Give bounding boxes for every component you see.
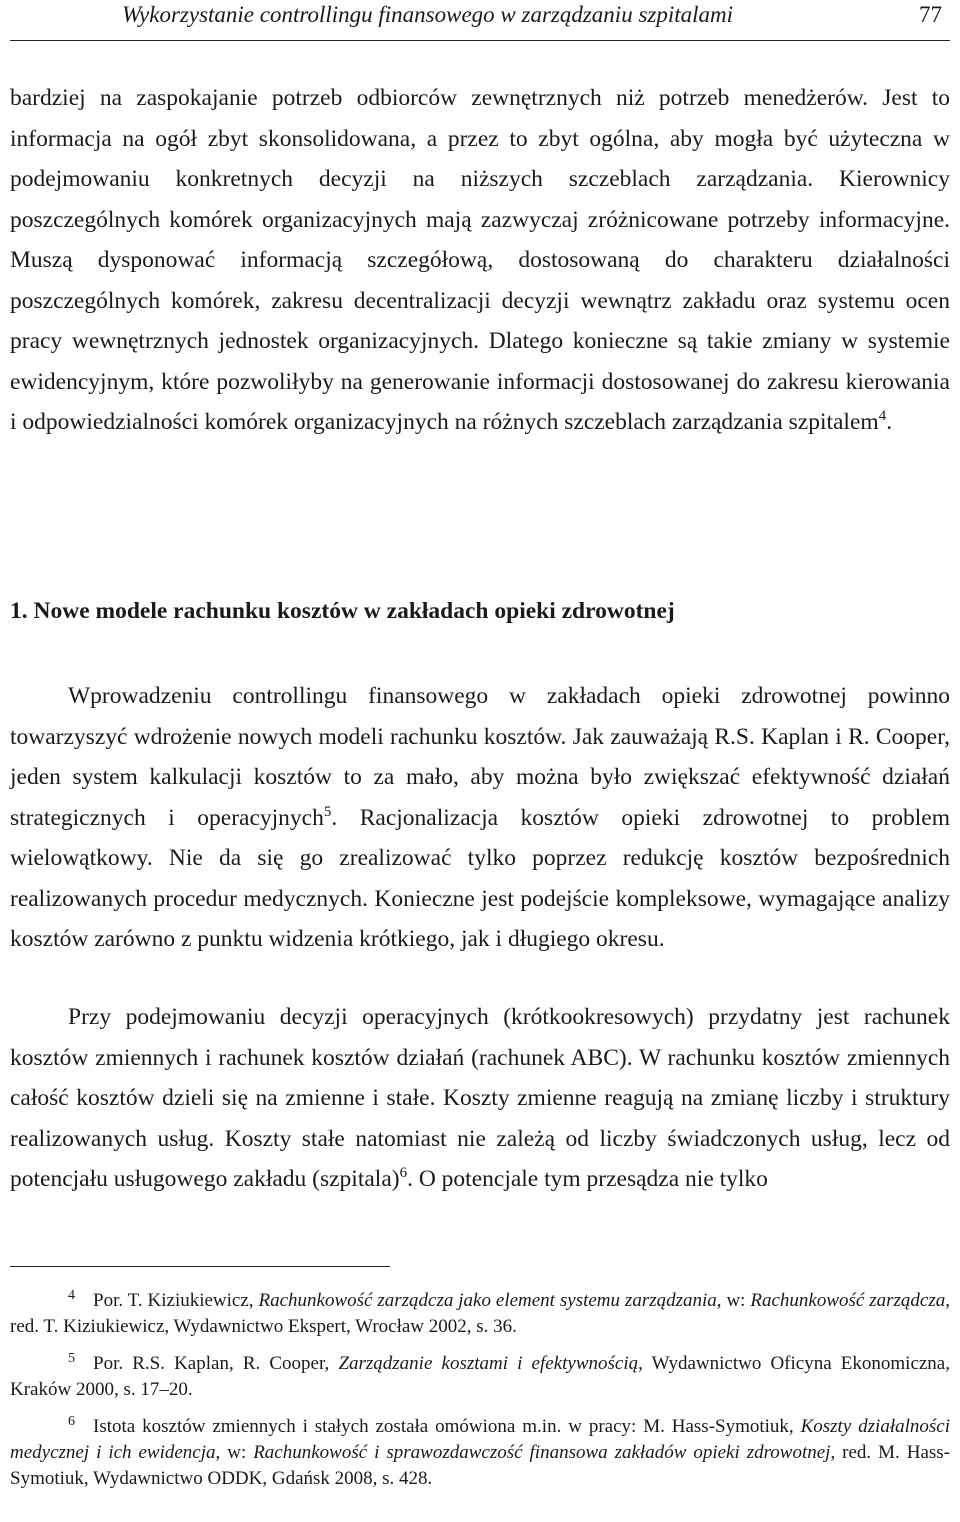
paragraph-1 [10,78,950,443]
footnote-italic-title: Koszty działalności medycznej i ich ewidencja [10,1416,950,1463]
running-title: Wykorzystanie controllingu finansowego w zarządzaniu szpitalami [122,2,734,27]
footnote-number: 6 [68,1414,75,1429]
paragraph-2-text-b: . Racjonalizacja kosztów opieki zdrowotnej to problem wielowątkowy. Nie da się go zrealizować tylko poprzez redukcję kosztów bezpośrednich realizowanych procedur medycznych. Konieczne jest podejście kompleksowe, wymagające analizy kosztów zarówno z punktu widzenia krótkiego, jak i długiego okresu. [10,804,950,952]
footnote-4 [10,1288,950,1340]
footnote-ref-4[interactable]: 4 [878,408,887,424]
footnote-text: , w: [215,1442,254,1463]
paragraph-2-text-a: Wprowadzeniu controllingu finansowego w zakładach opieki zdrowotnej powinno towarzyszyć wdrożenie nowych modeli rachunku kosztów. Jak zauważają R.S. Kaplan i R. Cooper, jeden system kalkulacji kosztów to za mało, aby można było zwiększać efektywność działań strategicznych i operacyjnych [10,683,950,831]
paragraph-3-text-a: Przy podejmowaniu decyzji operacyjnych (krótkookresowych) przydatny jest rachunek kosztów zmiennych i rachunek kosztów działań (rachunek ABC). W rachunku kosztów zmiennych całość kosztów dzieli się na zmienne i stałe. Koszty zmienne reagują na zmianę liczby i struktury realizowanych usług. Koszty stałe natomiast nie zależą od liczby świadczonych usług, lecz od potencjału usługowego zakładu (szpitala) [10,1004,950,1192]
footnote-text: Istota kosztów zmiennych i stałych została omówiona m.in. w pracy: M. Hass-Symotiuk, [93,1416,801,1437]
paragraph-1-text: bardziej na zaspokajanie potrzeb odbiorców zewnętrznych niż potrzeb menedżerów. Jest to informacja na ogół zbyt skonsolidowana, a przez to zbyt ogólna, aby mogła być użyteczna w podejmowaniu konkretnych decyzji na niższych szczeblach zarządzania. Kierownicy poszczególnych komórek organizacyjnych mają zazwyczaj zróżnicowane potrzeby informacyjne. Muszą dysponować informacją szczegółową, dostosowaną do charakteru działalności poszczególnych komórek, zakresu decentralizacji decyzji wewnątrz zakładu oraz systemu ocen pracy wewnętrznych jednostek organizacyjnych. Dlatego konieczne są takie zmiany w systemie ewidencyjnym, które pozwoliłyby na generowanie informacji dostosowanej do zakresu kierowania i odpowiedzialności komórek organizacyjnych na różnych szczeblach zarządzania szpitalem [10,85,950,435]
footnote-ref-5[interactable]: 5 [323,803,332,820]
page-number: 77 [919,2,942,27]
section-heading: 1. Nowe modele rachunku kosztów w zakładach opieki zdrowotnej [10,598,675,624]
running-header [10,0,950,41]
footnote-italic-title: Rachunkowość zarządcza [750,1290,946,1311]
footnote-italic-title: Rachunkowość zarządcza jako element systemu zarządzania [258,1290,717,1311]
footnote-ref-6[interactable]: 6 [399,1165,408,1181]
paragraph-3-text-b: . O potencjale tym przesądza nie tylko [407,1166,768,1192]
footnote-italic-title: Rachunkowość i sprawozdawczość finansowa zakładów opieki zdrowotnej [253,1442,831,1463]
footnote-italic-title: Zarządzanie kosztami i efektywnością [338,1353,639,1374]
footnote-text: Por. T. Kiziukiewicz, [93,1290,259,1311]
footnotes [10,1288,950,1503]
footnote-separator [10,1266,390,1267]
paragraph-2 [10,676,950,960]
footnote-number: 5 [68,1351,75,1366]
footnote-text: Por. R.S. Kaplan, R. Cooper, [93,1353,339,1374]
footnote-text: , Wydawnictwo Oficyna Ekonomiczna, Kraków 2000, s. 17–20. [10,1353,950,1400]
footnote-number: 4 [68,1288,75,1303]
paragraph-1-end: . [886,409,893,435]
paragraph-3 [10,997,950,1200]
footnote-text: , red. T. Kiziukiewicz, Wydawnictwo Ekspert, Wrocław 2002, s. 36. [10,1290,951,1337]
footnote-5 [10,1351,950,1403]
footnote-6 [10,1414,950,1492]
footnote-text: , red. M. Hass-Symotiuk, Wydawnictwo ODDK, Gdańsk 2008, s. 428. [10,1442,950,1489]
footnote-text: , w: [716,1290,751,1311]
